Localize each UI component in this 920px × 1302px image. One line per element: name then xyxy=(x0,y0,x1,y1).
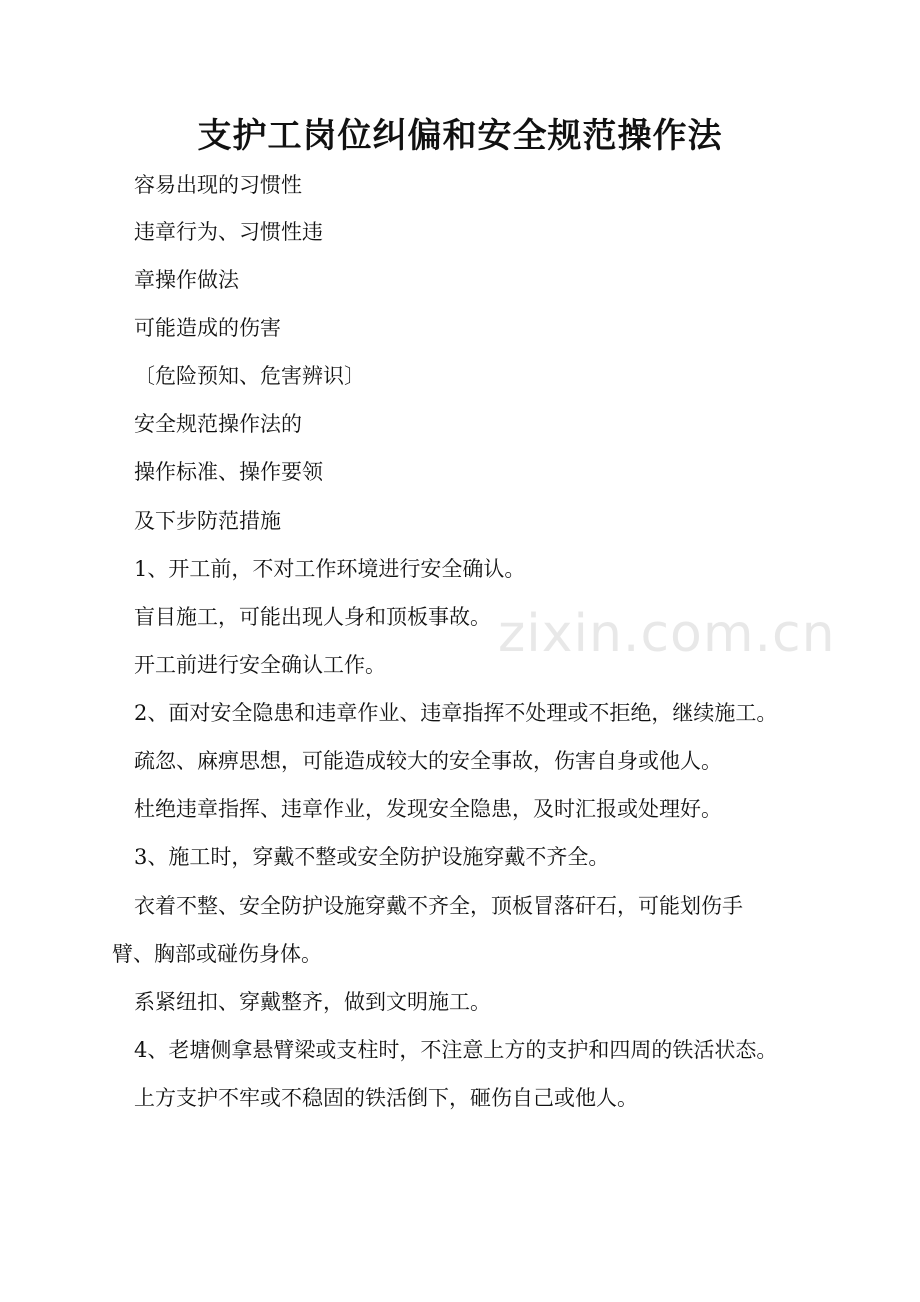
watermark: zixin.com.cn xyxy=(498,604,836,664)
text-line: 盲目施工，可能出现人身和顶板事故。 xyxy=(134,605,491,629)
text-line: 违章行为、习惯性违 xyxy=(134,220,323,244)
text-line: 臂、胸部或碰伤身体。 xyxy=(112,942,322,966)
text-line: 操作标准、操作要领 xyxy=(134,460,323,484)
text-line: 可能造成的伤害 xyxy=(134,316,281,340)
text-line: 及下步防范措施 xyxy=(134,509,281,533)
text-line: 1、开工前，不对工作环境进行安全确认。 xyxy=(134,557,526,581)
text-line: 杜绝违章指挥、违章作业，发现安全隐患，及时汇报或处理好。 xyxy=(134,797,722,821)
text-line: 〔危险预知、危害辨识〕 xyxy=(134,364,365,388)
text-line: 开工前进行安全确认工作。 xyxy=(134,653,386,677)
text-line: 章操作做法 xyxy=(134,268,239,292)
text-line: 3、施工时，穿戴不整或安全防护设施穿戴不齐全。 xyxy=(134,845,610,869)
text-line: 安全规范操作法的 xyxy=(134,412,302,436)
text-line: 上方支护不牢或不稳固的铁活倒下，砸伤自己或他人。 xyxy=(134,1086,638,1110)
text-line: 2、面对安全隐患和违章作业、违章指挥不处理或不拒绝，继续施工。 xyxy=(134,701,778,725)
text-line: 系紧纽扣、穿戴整齐，做到文明施工。 xyxy=(134,990,491,1014)
text-line: 衣着不整、安全防护设施穿戴不齐全，顶板冒落矸石，可能划伤手 xyxy=(134,894,743,918)
text-line: 4、老塘侧拿悬臂梁或支柱时，不注意上方的支护和四周的铁活状态。 xyxy=(134,1038,778,1062)
document-title: 支护工岗位纠偏和安全规范操作法 xyxy=(197,116,723,156)
text-line: 容易出现的习惯性 xyxy=(134,173,302,197)
text-line: 疏忽、麻痹思想，可能造成较大的安全事故，伤害自身或他人。 xyxy=(134,749,722,773)
